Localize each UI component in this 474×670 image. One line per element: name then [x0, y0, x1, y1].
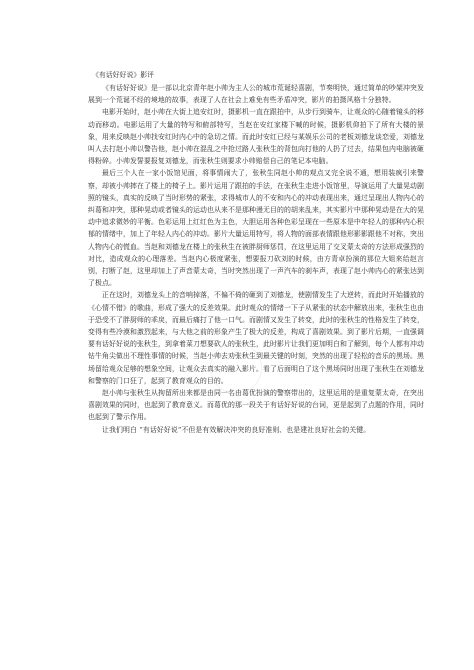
- paragraph-1: 《有话好好说》是一部以北京青年赵小帅为主人公的城市荒诞轻喜剧，节奏明快，通过简单的吵架冲突发展到一个荒诞不经的境地的故事，表现了人在社会上难免有些矛盾冲突，影片的拍摄风格十分独特。: [88, 84, 424, 105]
- paragraph-2: 电影开始时，赵小帅在大街上追安红时，摄影机一直在跟拍中，从步行到骑车，让观众的心随着镜头的移动而移动。电影运用了大量的特写和俯部特写，当赵在安红家楼下喊的时候，摄影机仰拍下了所有大楼的景象，用来反映赵小帅找安红时内心中的急切之情。而此时安红已经与某娱乐公司的老板刘德龙谈恋爱，刘德龙叫人去打赵小帅以警告他，赵小帅在混乱之中抢过路人张秋生的背包向打他的人扔了过去，结果包内电脑被砸得粉碎。小帅发誓要报复刘德龙，而张秋生则要求小帅赔偿自己的笔记本电脑。: [88, 108, 424, 166]
- paragraph-6: 让我们明白 “有话好好说”不但是有效解决冲突的良好准则、也是建社良好社会的关键。: [102, 425, 371, 434]
- paragraph-4: 正在这时，刘德龙头上的音响掉落，不偏不倚的砸到了刘德龙，使剧情发生了大逆转，而此时开始播放的《心情不错》的歌曲，形成了强大的反差效果。此时观众的情绪一下子从紧张的状态中解放出来，张秋生也由于恐受不了胖厨师的乖戾，而最后痛打了他一口气。而剧情又发生了转变，此时的张秋生的性格发生了转变，变得有些冷漠和激烈起来，与大他之前的形象产生了极大的反差，构成了喜剧效果。到了影片后期，一直强调要有话好好说的张秋生，到拿着菜刀想要砍人的张秋生，此时影片让我们更加明白和了解到，每个人都有冲动钻牛角尖做出不理性事情的时候，当赵小帅去劝张秋生到最关键的时刻，突然的出现了轻松的音乐的黑场。黑场留给观众足够的想象空间，让观众去真实的融入影片。看了后面明白了这个黑场同时出现了张秋生在刘德龙和警察的门口狂了，起到了教育观众的目的。: [88, 291, 424, 385]
- document-title: 《有话好好说》影评: [92, 71, 155, 79]
- watermark-seal: [210, 342, 262, 394]
- paragraph-5: 赵小帅与张秋生从拘留所出来都是由同一名由葛优扮演的警察带出的，这里运用的是重复蒙太奇，在突出喜剧效果的同时，也起到了教育意义。而葛优的那一段关于有话好好说的台词，更是起到了点题的作用，同时也起到了警示作用。: [88, 389, 424, 422]
- paragraph-3: 最后三个人在一家小饭馆见面，将事情闹大了，张秋生同赵小帅的观点又完全说不通，想用装疯引来警察，却被小帅摔在了楼上的椅子上。影片运用了跟拍的手法，在张秋生走进小饭馆里，导演运用了大量晃动剧照的镜头，真实的反映了当时形势的紧张，求得城市人的不安和内心的冲动表现出来，通过呈现出人物内心的纠葛和冲突，那种晃动或者镜头的运动也从来不是那种漫无目的的胡来乱来，其实影片中那种晃动是在大的晃动中追求微妙的平衡。色彩运用上红红色为主色，大胆运用各种色彩呈现在一些原本是中年轻人的那种内心积郁的情绪中，加上了年轻人内心的冲动。影片大量运用特写，将人物的面部表情跟他形影影跟他不对称，突出人物内心的慌血。当赵和刘德龙在楼上的张秋生在被胖厨师惩罚，在这里运用了交叉蒙太奇的方法形成强烈的对比，造成观众的心理落差。当赵内心极度紧张，想要报刀砍刘的时候，由方青卓扮演的那位大姐来给赵言别，打断了赵，这里却加上了声音蒙太奇，当时突然出现了一声汽车的刹车声，表现了赵小帅内心的紧张达到了极点。: [88, 169, 424, 288]
